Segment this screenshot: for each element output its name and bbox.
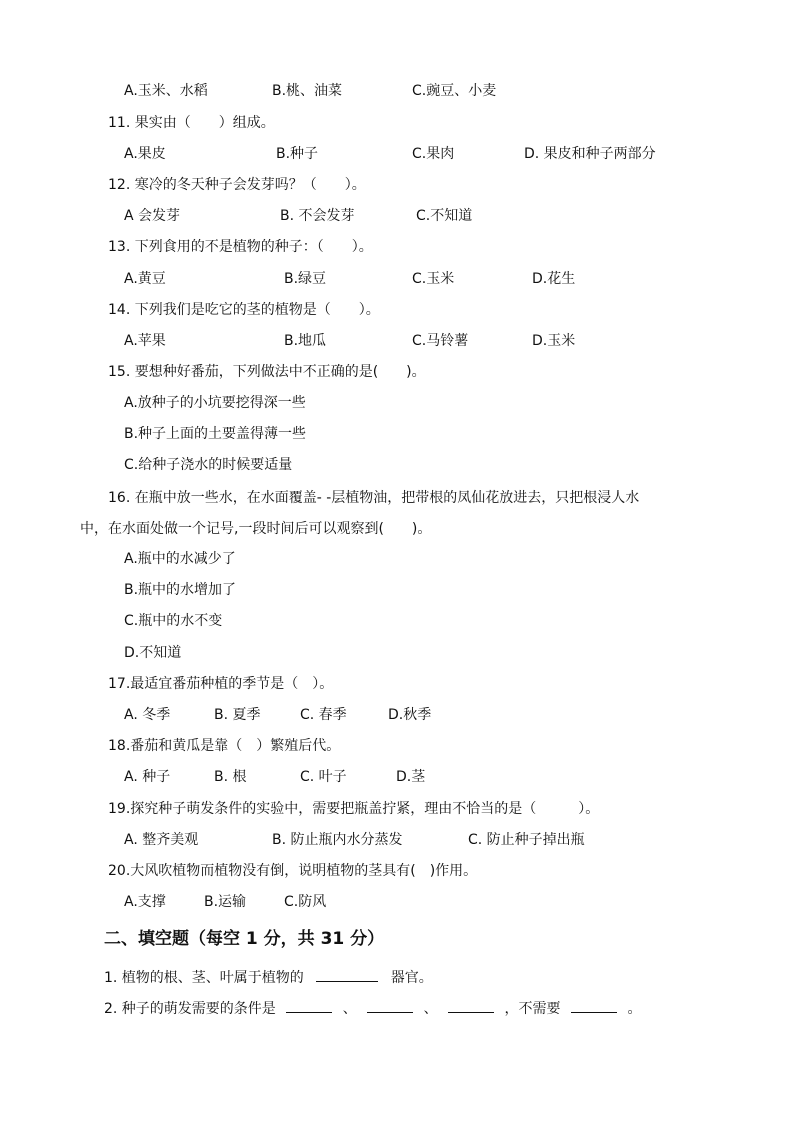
q20-option-a: A.支撑	[124, 894, 166, 910]
q16-option-d: D.不知道	[124, 645, 182, 661]
q14-option-c: C.马铃薯	[412, 333, 469, 349]
q18-option-c: C. 叶子	[300, 769, 347, 785]
fill-2-blank-3[interactable]	[448, 998, 494, 1013]
q12-stem: 12. 寒冷的冬天种子会发芽吗？（ ）。	[108, 177, 366, 193]
fill-question-2	[104, 998, 641, 1019]
q19-option-b: B. 防止瓶内水分蒸发	[272, 832, 403, 848]
fill-2-sep-2: 、	[423, 1001, 438, 1017]
q17-option-a: A. 冬季	[124, 707, 171, 723]
q18-stem: 18.番茄和黄瓜是靠（ ）繁殖后代。	[108, 738, 341, 754]
q14-option-a: A.苹果	[124, 333, 166, 349]
q17-option-c: C. 春季	[300, 707, 347, 723]
q11-stem: 11. 果实由（ ）组成。	[108, 115, 275, 131]
q10-option-c: C.豌豆、小麦	[412, 83, 497, 99]
q11-option-c: C.果肉	[412, 146, 455, 162]
q18-option-d: D.茎	[396, 769, 426, 785]
q10-option-a: A.玉米、水稻	[124, 83, 208, 99]
fill-2-sep-1: 、	[342, 1001, 357, 1017]
q11-option-a: A.果皮	[124, 146, 166, 162]
q18-option-a: A. 种子	[124, 769, 171, 785]
q11-option-b: B.种子	[276, 146, 319, 162]
q13-option-b: B.绿豆	[284, 271, 327, 287]
q17-option-b: B. 夏季	[214, 707, 261, 723]
fill-2-blank-4[interactable]	[571, 998, 617, 1013]
q17-option-d: D.秋季	[388, 707, 432, 723]
q15-stem: 15. 要想种好番茄，下列做法中不正确的是( )。	[108, 364, 426, 380]
q16-option-b: B.瓶中的水增加了	[124, 582, 237, 598]
fill-2-end: 。	[627, 1001, 642, 1017]
q13-option-a: A.黄豆	[124, 271, 166, 287]
fill-2-blank-1[interactable]	[286, 998, 332, 1013]
q14-option-d: D.玉米	[532, 333, 576, 349]
q16-option-c: C.瓶中的水不变	[124, 613, 223, 629]
q12-option-c: C.不知道	[416, 208, 473, 224]
q16-stem-line1: 16. 在瓶中放一些水，在水面覆盖- -层植物油，把带根的凤仙花放进去，只把根浸人水	[108, 490, 640, 506]
fill-2-text-before: 2. 种子的萌发需要的条件是	[104, 1001, 276, 1017]
q13-option-d: D.花生	[532, 271, 576, 287]
q19-option-a: A. 整齐美观	[124, 832, 199, 848]
q18-option-b: B. 根	[214, 769, 247, 785]
q15-option-c: C.给种子浇水的时候要适量	[124, 457, 293, 473]
q14-option-b: B.地瓜	[284, 333, 327, 349]
fill-1-blank[interactable]	[316, 967, 378, 982]
q10-option-b: B.桃、油菜	[272, 83, 343, 99]
q20-option-c: C.防风	[284, 894, 327, 910]
q14-stem: 14. 下列我们是吃它的茎的植物是（ ）。	[108, 302, 380, 318]
fill-1-text-after: 器官。	[390, 970, 433, 986]
q12-option-b: B. 不会发芽	[280, 208, 355, 224]
fill-question-1	[104, 967, 433, 988]
fill-2-sep-3: ，不需要	[504, 1001, 561, 1017]
q20-option-b: B.运输	[204, 894, 247, 910]
section2-title: 二、填空题（每空 1 分，共 31 分）	[104, 929, 385, 949]
q16-stem-line2: 中，在水面处做一个记号,一段时间后可以观察到( )。	[80, 521, 432, 537]
q15-option-a: A.放种子的小坑要挖得深一些	[124, 395, 306, 411]
fill-2-blank-2[interactable]	[367, 998, 413, 1013]
q11-option-d: D. 果皮和种子两部分	[524, 146, 656, 162]
q17-stem: 17.最适宜番茄种植的季节是（ ）。	[108, 676, 334, 692]
q19-option-c: C. 防止种子掉出瓶	[468, 832, 585, 848]
q20-stem: 20.大风吹植物而植物没有倒，说明植物的茎具有( )作用。	[108, 863, 478, 879]
q12-option-a: A 会发芽	[124, 208, 181, 224]
q13-stem: 13. 下列食用的不是植物的种子：（ ）。	[108, 239, 373, 255]
fill-1-text-before: 1. 植物的根、茎、叶属于植物的	[104, 970, 304, 986]
q15-option-b: B.种子上面的土要盖得薄一些	[124, 426, 307, 442]
q19-stem: 19.探究种子萌发条件的实验中，需要把瓶盖拧紧，理由不恰当的是（ ）。	[108, 801, 600, 817]
q13-option-c: C.玉米	[412, 271, 455, 287]
q16-option-a: A.瓶中的水减少了	[124, 551, 236, 567]
